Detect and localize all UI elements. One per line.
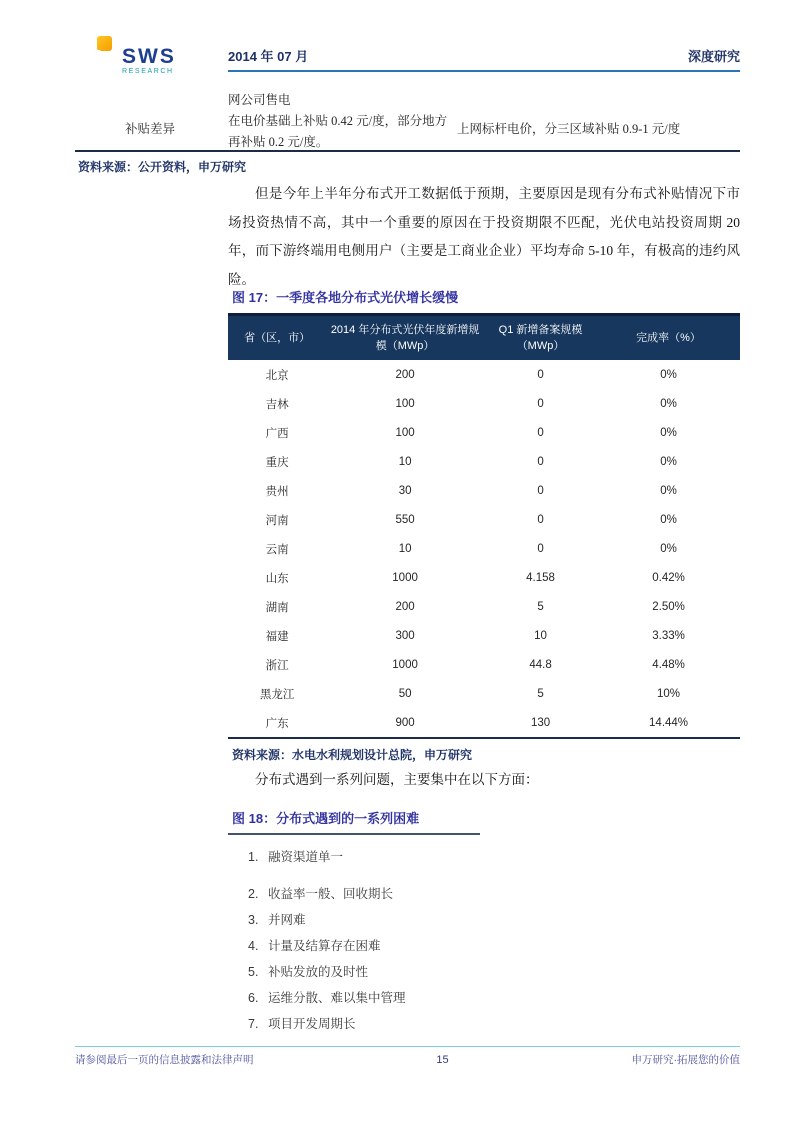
table-row bbox=[228, 360, 740, 389]
list-item-label: 并网难 bbox=[268, 913, 306, 927]
table-cell: 0 bbox=[537, 455, 544, 468]
list-item bbox=[248, 886, 740, 903]
table-row bbox=[228, 505, 740, 534]
table-cell: 4.48% bbox=[652, 658, 685, 671]
difficulty-list bbox=[228, 849, 740, 1033]
table-row bbox=[228, 418, 740, 447]
table-cell: 5 bbox=[537, 687, 544, 700]
table-cell: 10% bbox=[657, 687, 681, 700]
table-cell: 0% bbox=[660, 426, 677, 439]
table-cell: 广东 bbox=[228, 708, 326, 738]
list-item-number: 4. bbox=[248, 939, 259, 953]
table-row bbox=[228, 679, 740, 708]
table-cell: 1000 bbox=[392, 658, 418, 671]
list-item-number: 5. bbox=[248, 965, 259, 979]
table-cell: 1000 bbox=[392, 571, 418, 584]
list-item-label: 项目开发周期长 bbox=[268, 1017, 356, 1031]
table-row bbox=[228, 389, 740, 418]
list-item-label: 运维分散、难以集中管理 bbox=[268, 991, 406, 1005]
table-row bbox=[228, 592, 740, 621]
list-item-number: 6. bbox=[248, 991, 259, 1005]
table-cell: 10 bbox=[398, 542, 412, 555]
logo-text-block bbox=[122, 46, 176, 76]
table-header-row bbox=[228, 315, 740, 361]
list-item bbox=[248, 849, 740, 866]
pv-growth-table bbox=[228, 313, 740, 739]
table-cell: 贵州 bbox=[265, 485, 289, 498]
table-cell: 44.8 bbox=[529, 658, 552, 671]
sws-logo bbox=[74, 36, 244, 90]
body-paragraph: 但是今年上半年分布式开工数据低于预期，主要原因是现有分布式补贴情况下市场投资热情不高，其中一个重要的原因在于投资期限不匹配，光伏电站投资周期 20 年，而下游终端用电侧用户（主要是工商业企业）平均寿命 5-10 年，有极高的违约风险。 bbox=[228, 186, 740, 287]
body-paragraph: 分布式遇到一系列问题，主要集中在以下方面： bbox=[255, 772, 539, 787]
table-cell: 河南 bbox=[265, 514, 289, 527]
sws-logo-icon bbox=[74, 36, 116, 80]
table-cell: 0% bbox=[660, 368, 677, 381]
logo-white-square-icon bbox=[91, 50, 101, 60]
table-cell: 200 bbox=[395, 368, 415, 381]
list-item-number: 1. bbox=[248, 850, 259, 864]
table-cell: 0 bbox=[537, 397, 544, 410]
table-cell: 0% bbox=[660, 455, 677, 468]
table-cell: 900 bbox=[326, 708, 484, 738]
table-cell: 3.33% bbox=[652, 629, 685, 642]
table-cell: 50 bbox=[398, 687, 412, 700]
figure-18 bbox=[228, 808, 740, 1042]
table-cell: 130 bbox=[484, 708, 597, 738]
table-cell: 重庆 bbox=[265, 456, 289, 469]
list-item-number: 3. bbox=[248, 913, 259, 927]
table-cell: 0 bbox=[537, 513, 544, 526]
table-row bbox=[228, 563, 740, 592]
table-cell: 10 bbox=[398, 455, 412, 468]
table-cell: 5 bbox=[537, 600, 544, 613]
column-header: 2014 年分布式光伏年度新增规模（MWp） bbox=[326, 315, 484, 361]
table-cell: 0 bbox=[537, 542, 544, 555]
table-cell: 0 bbox=[537, 484, 544, 497]
list-item bbox=[248, 964, 740, 981]
table-cell: 14.44% bbox=[597, 708, 740, 738]
table-cell: 0% bbox=[660, 484, 677, 497]
list-item bbox=[248, 938, 740, 955]
list-item-label: 补贴发放的及时性 bbox=[268, 965, 369, 979]
header-rule bbox=[228, 46, 740, 72]
table-row bbox=[228, 534, 740, 563]
table-row bbox=[228, 650, 740, 679]
table-row bbox=[228, 447, 740, 476]
report-date: 2014 年 07 月 bbox=[228, 49, 309, 64]
table-cell: 浙江 bbox=[265, 659, 289, 672]
list-item bbox=[248, 990, 740, 1007]
list-item-label: 融资渠道单一 bbox=[268, 850, 344, 864]
table-cell: 300 bbox=[395, 629, 415, 642]
table-cell: 黑龙江 bbox=[259, 688, 295, 701]
figure-title: 图 18：分布式遇到的一系列困难 bbox=[232, 811, 420, 826]
table-cell: 550 bbox=[395, 513, 415, 526]
cell-line: 网公司售电 bbox=[228, 93, 291, 107]
list-item bbox=[248, 912, 740, 929]
row-label: 补贴差异 bbox=[124, 122, 175, 136]
column-header: Q1 新增备案规模（MWp） bbox=[484, 315, 597, 361]
table-cell: 福建 bbox=[265, 630, 289, 643]
distributed-subsidy-cell bbox=[228, 90, 455, 153]
list-item-label: 计量及结算存在困难 bbox=[268, 939, 381, 953]
table-cell: 0 bbox=[537, 368, 544, 381]
ground-station-cell: 上网标杆电价，分三区域补贴 0.9-1 元/度 bbox=[457, 122, 681, 136]
table-cell: 10 bbox=[534, 629, 547, 642]
table-cell: 100 bbox=[395, 397, 415, 410]
table-cell: 吉林 bbox=[265, 398, 289, 411]
figure-title: 图 17：一季度各地分布式光伏增长缓慢 bbox=[232, 290, 459, 305]
column-header: 省（区，市） bbox=[228, 315, 326, 361]
logo-wordmark: SWS bbox=[122, 45, 176, 68]
list-item-label: 收益率一般、回收期长 bbox=[268, 887, 394, 901]
table-row bbox=[228, 621, 740, 650]
cell-line: 在电价基础上补贴 0.42 元/度，部分地方再补贴 0.2 元/度。 bbox=[228, 114, 448, 149]
table-cell: 30 bbox=[398, 484, 412, 497]
list-item bbox=[248, 1016, 740, 1033]
table-cell: 2.50% bbox=[652, 600, 685, 613]
table-cell: 200 bbox=[395, 600, 415, 613]
figure-17 bbox=[228, 287, 740, 763]
table-row bbox=[228, 708, 740, 738]
table-cell: 北京 bbox=[265, 369, 289, 382]
page-footer bbox=[75, 1046, 740, 1067]
figure-title-underline bbox=[228, 833, 480, 835]
table-cell: 山东 bbox=[265, 572, 289, 585]
table-cell: 广西 bbox=[265, 427, 289, 440]
logo-yellow-square-icon bbox=[97, 36, 112, 51]
table-cell: 4.158 bbox=[526, 571, 555, 584]
table-cell: 0% bbox=[660, 513, 677, 526]
source-note: 资料来源：水电水利规划设计总院，申万研究 bbox=[232, 748, 473, 762]
table-cell: 0% bbox=[660, 397, 677, 410]
list-item-number: 7. bbox=[248, 1017, 259, 1031]
source-note: 资料来源：公开资料，申万研究 bbox=[78, 160, 247, 174]
table-row bbox=[75, 88, 740, 150]
table-body bbox=[228, 360, 740, 738]
table-cell: 0.42% bbox=[652, 571, 685, 584]
subsidy-table-fragment bbox=[75, 88, 740, 175]
column-header: 完成率（%） bbox=[597, 315, 740, 361]
report-type-label: 深度研究 bbox=[687, 49, 740, 64]
table-cell: 云南 bbox=[265, 543, 289, 556]
table-cell: 0 bbox=[537, 426, 544, 439]
table-cell: 100 bbox=[395, 426, 415, 439]
logo-subtitle: RESEARCH bbox=[122, 68, 174, 75]
table-cell: 0% bbox=[660, 542, 677, 555]
page-number: 15 bbox=[436, 1053, 449, 1066]
footer-disclaimer: 请参阅最后一页的信息披露和法律声明 bbox=[75, 1054, 254, 1066]
footer-slogan: 申万研究·拓展您的价值 bbox=[631, 1054, 740, 1066]
table-cell: 湖南 bbox=[265, 601, 289, 614]
table-row bbox=[228, 476, 740, 505]
list-item-number: 2. bbox=[248, 887, 259, 901]
